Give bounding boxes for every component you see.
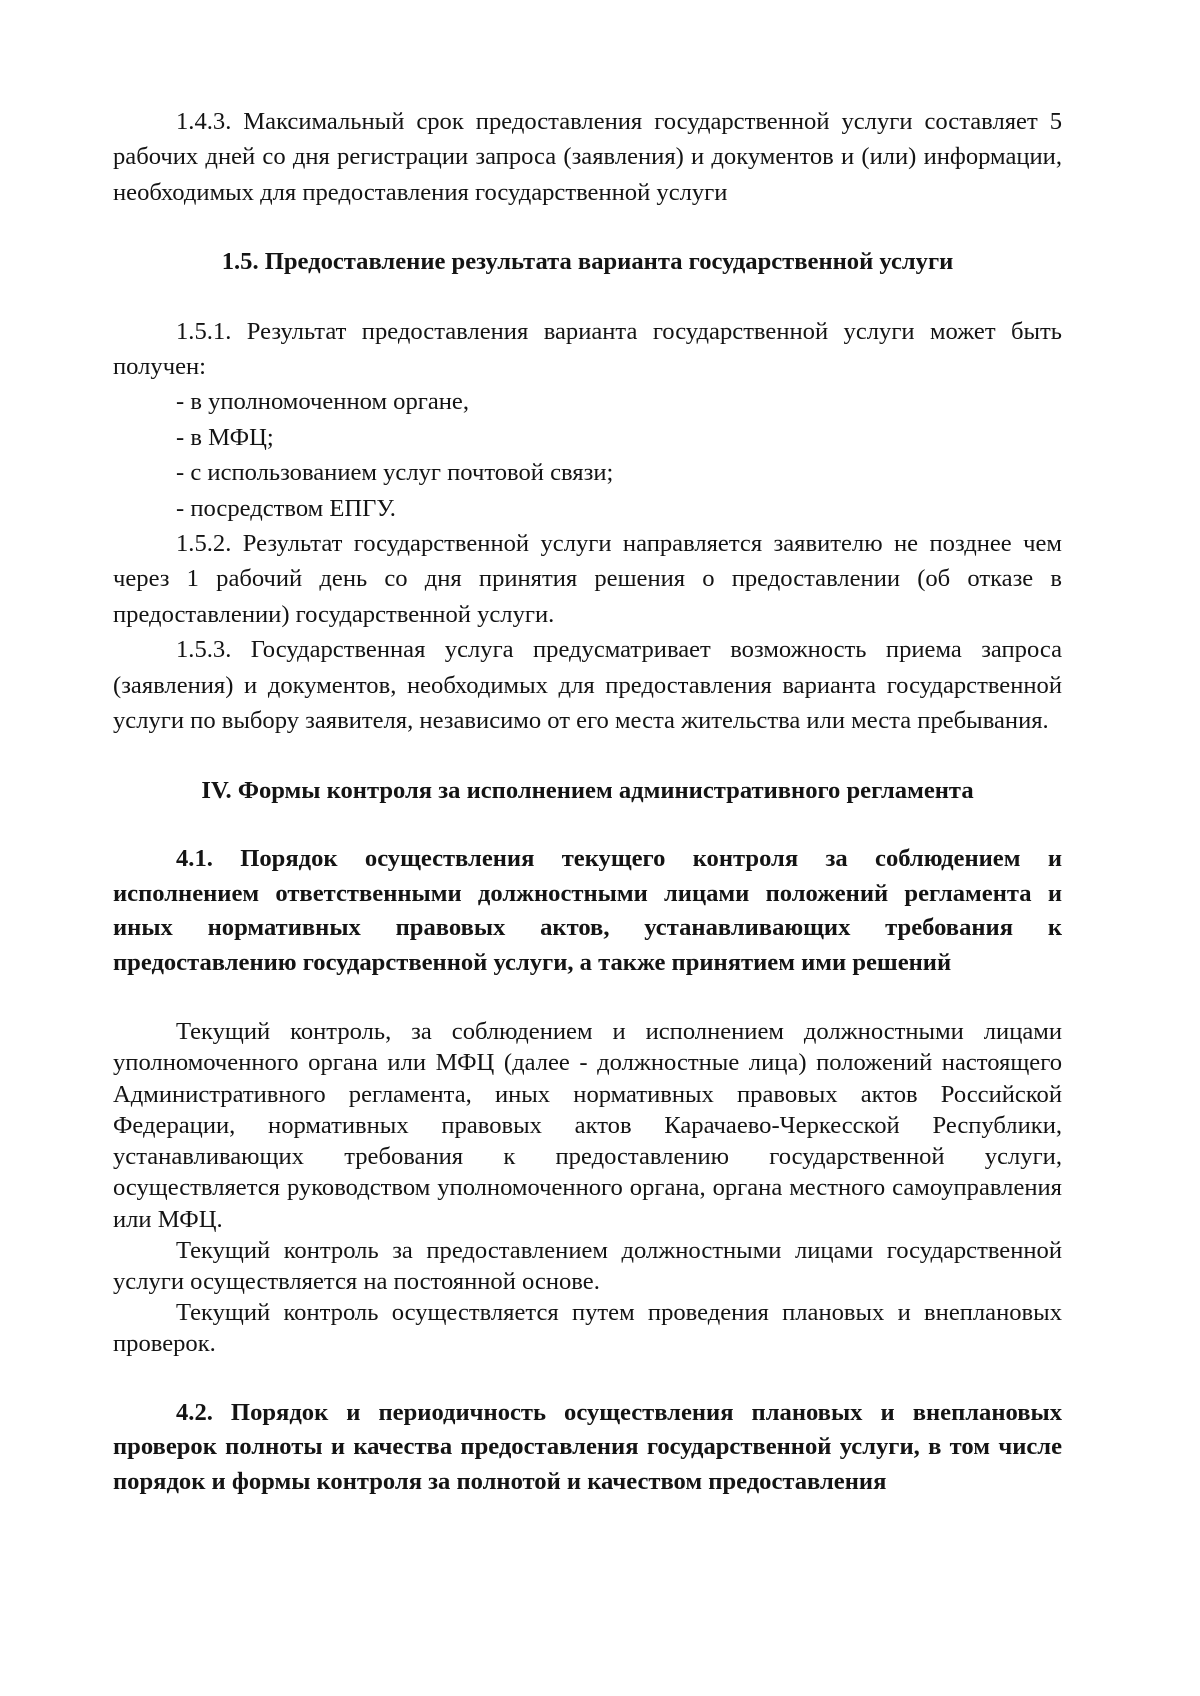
list-item: - в МФЦ; (176, 423, 274, 451)
list-item: - с использованием услуг почтовой связи; (176, 459, 614, 487)
paragraph-1-5-3: 1.5.3. Государственная услуга предусматривает возможность приема запроса (заявления) и документов, необходимых для предоставления варианта государственной услуги по выбору заявителя, независимо от его места жительства или места пребывания. (113, 636, 1062, 735)
heading-section-iv: IV. Формы контроля за исполнением административного регламента (201, 776, 974, 804)
paragraph-1-5-2: 1.5.2. Результат государственной услуги направляется заявителю не позднее чем через 1 рабочий день со дня принятия решения о предоставлении (об отказе в предоставлении) государственной услуги. (113, 530, 1062, 628)
paragraph-4-1-current-control: Текущий контроль, за соблюдением и исполнением должностными лицами уполномоченного органа или МФЦ (далее - должностные лица) положений настоящего Административного регламента, иных нормативных правовых актов Российской Федерации, нормативных правовых актов Карачаево-Черкесской Республики, устанавливающих требования к предоставлению государственной услуги, осуществляется руководством уполномоченного органа, органа местного самоуправления или МФЦ. (113, 1018, 1062, 1233)
paragraph-1-5-1: 1.5.1. Результат предоставления варианта государственной услуги может быть получен: (113, 317, 1062, 381)
heading-1-5: 1.5. Предоставление результата варианта государственной услуги (221, 248, 954, 276)
heading-4-2: 4.2. Порядок и периодичность осуществления плановых и внеплановых проверок полноты и качества предоставления государственной услуги, в том числе порядок и формы контроля за полнотой и качеством предоставления (113, 1398, 1062, 1495)
list-item: - посредством ЕПГУ. (176, 494, 396, 522)
paragraph-1-4-3: 1.4.3. Максимальный срок предоставления государственной услуги составляет 5 рабочих дней со дня регистрации запроса (заявления) и документов и (или) информации, необходимых для предоставления государственной услуги (113, 108, 1062, 206)
paragraph-4-1-permanent-basis: Текущий контроль за предоставлением должностными лицами государственной услуги осуществляется на постоянной основе. (113, 1236, 1062, 1295)
paragraph-4-1-inspections: Текущий контроль осуществляется путем проведения плановых и внеплановых проверок. (113, 1299, 1062, 1358)
document-page (113, 104, 1062, 1499)
list-item: - в уполномоченном органе, (176, 388, 469, 416)
heading-4-1: 4.1. Порядок осуществления текущего контроля за соблюдением и исполнением ответственными должностными лицами положений регламента и иных нормативных правовых актов, устанавливающих требования к предоставлению государственной услуги, а также принятием ими решений (113, 844, 1062, 976)
